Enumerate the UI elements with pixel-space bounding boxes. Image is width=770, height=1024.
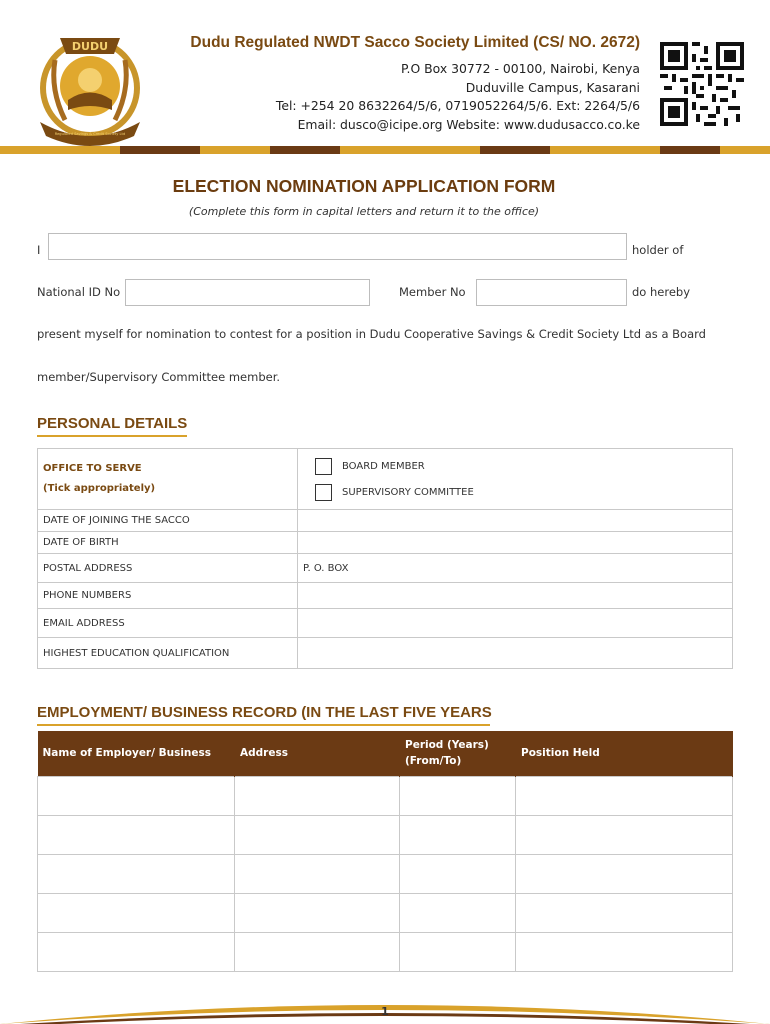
email-address-field[interactable] (298, 609, 733, 638)
col-employer-header: Name of Employer/ Business (38, 731, 235, 776)
address-cell[interactable] (235, 932, 400, 971)
postal-address-label: POSTAL ADDRESS (38, 554, 298, 583)
phone-numbers-field[interactable] (298, 583, 733, 609)
period-cell[interactable] (400, 815, 516, 854)
col-position-header: Position Held (516, 731, 733, 776)
address-cell[interactable] (235, 815, 400, 854)
board-member-checkbox[interactable] (315, 458, 332, 475)
table-row (38, 854, 733, 893)
statement-line-2: member/Supervisory Committee member. (37, 370, 281, 384)
full-name-field[interactable] (48, 233, 627, 260)
col-period-line-2: (From/To) (405, 755, 462, 768)
table-row (38, 510, 733, 532)
office-to-serve-label: OFFICE TO SERVE (43, 463, 142, 474)
personal-details-underline (37, 435, 187, 437)
table-row (38, 932, 733, 971)
date-joined-label: DATE OF JOINING THE SACCO (38, 510, 298, 532)
address-line-2: Duduville Campus, Kasarani (465, 79, 640, 95)
position-cell[interactable] (516, 776, 733, 815)
employer-cell[interactable] (38, 932, 235, 971)
telephone-line: Tel: +254 20 8632264/5/6, 0719052264/5/6. Ext: 2264/5/6 (275, 98, 640, 113)
org-name: Dudu Regulated NWDT Sacco Society Limited (CS/ NO. 2672) (190, 34, 640, 51)
col-period-line-1: Period (Years) (405, 739, 489, 752)
supervisory-committee-checkbox[interactable] (315, 484, 332, 501)
office-row (38, 449, 733, 510)
table-row (38, 893, 733, 932)
office-hint-label: (Tick appropriately) (43, 483, 156, 494)
period-cell[interactable] (400, 893, 516, 932)
table-row (38, 776, 733, 815)
position-cell[interactable] (516, 854, 733, 893)
board-member-label: BOARD MEMBER (342, 460, 425, 472)
period-cell[interactable] (400, 776, 516, 815)
position-cell[interactable] (516, 932, 733, 971)
period-cell[interactable] (400, 932, 516, 971)
office-label-cell (38, 449, 298, 510)
table-row (38, 609, 733, 638)
period-cell[interactable] (400, 854, 516, 893)
personal-details-table (37, 448, 733, 669)
education-field[interactable] (298, 638, 733, 669)
employment-table (37, 731, 733, 972)
col-address-header: Address (235, 731, 400, 776)
address-cell[interactable] (235, 854, 400, 893)
position-cell[interactable] (516, 815, 733, 854)
office-options-cell (298, 449, 733, 510)
member-no-field[interactable] (476, 279, 627, 306)
header-contact-block (120, 34, 640, 134)
postal-address-field[interactable]: P. O. BOX (298, 554, 733, 583)
table-row (38, 554, 733, 583)
board-member-option[interactable] (303, 453, 727, 479)
table-row (38, 583, 733, 609)
form-title: ELECTION NOMINATION APPLICATION FORM (172, 176, 556, 196)
address-line-1: P.O Box 30772 - 00100, Nairobi, Kenya (400, 61, 640, 76)
table-row (38, 815, 733, 854)
table-row (38, 532, 733, 554)
employment-header-row (38, 731, 733, 776)
position-cell[interactable] (516, 893, 733, 932)
table-row (38, 638, 733, 669)
statement-line-1: present myself for nomination to contest for a position in Dudu Cooperative Savings & Credit Society Ltd as a Board (37, 327, 706, 341)
date-joined-field[interactable] (298, 510, 733, 532)
national-id-field[interactable] (125, 279, 370, 306)
address-cell[interactable] (235, 893, 400, 932)
supervisory-committee-label: SUPERVISORY COMMITTEE (342, 486, 474, 498)
email-address-label: EMAIL ADDRESS (38, 609, 298, 638)
address-cell[interactable] (235, 776, 400, 815)
i-label: I (37, 243, 41, 257)
date-of-birth-label: DATE OF BIRTH (38, 532, 298, 554)
phone-numbers-label: PHONE NUMBERS (38, 583, 298, 609)
employer-cell[interactable] (38, 776, 235, 815)
date-of-birth-field[interactable] (298, 532, 733, 554)
employment-underline (37, 724, 490, 726)
qr-code-icon (660, 42, 744, 126)
form-subtitle: (Complete this form in capital letters and return it to the office) (188, 205, 540, 218)
supervisory-committee-option[interactable] (303, 479, 727, 505)
header-divider-stripe (0, 146, 770, 154)
employer-cell[interactable] (38, 854, 235, 893)
logo-caption: Regulated Savings & Credit Society Ltd (54, 132, 126, 136)
page-number: 1 (381, 1005, 389, 1018)
education-label: HIGHEST EDUCATION QUALIFICATION (38, 638, 298, 669)
member-no-label: Member No (399, 285, 466, 299)
logo-text: DUDU (71, 40, 109, 53)
do-hereby-label: do hereby (632, 285, 691, 299)
holder-of-label: holder of (632, 243, 684, 257)
col-period-header (400, 731, 516, 776)
national-id-label: National ID No (37, 285, 121, 299)
employer-cell[interactable] (38, 815, 235, 854)
employer-cell[interactable] (38, 893, 235, 932)
employment-heading: EMPLOYMENT/ BUSINESS RECORD (IN THE LAST FIVE YEARS (37, 704, 492, 721)
personal-details-heading: PERSONAL DETAILS (37, 415, 188, 432)
email-website-line: Email: dusco@icipe.org Website: www.dudusacco.co.ke (297, 116, 640, 132)
